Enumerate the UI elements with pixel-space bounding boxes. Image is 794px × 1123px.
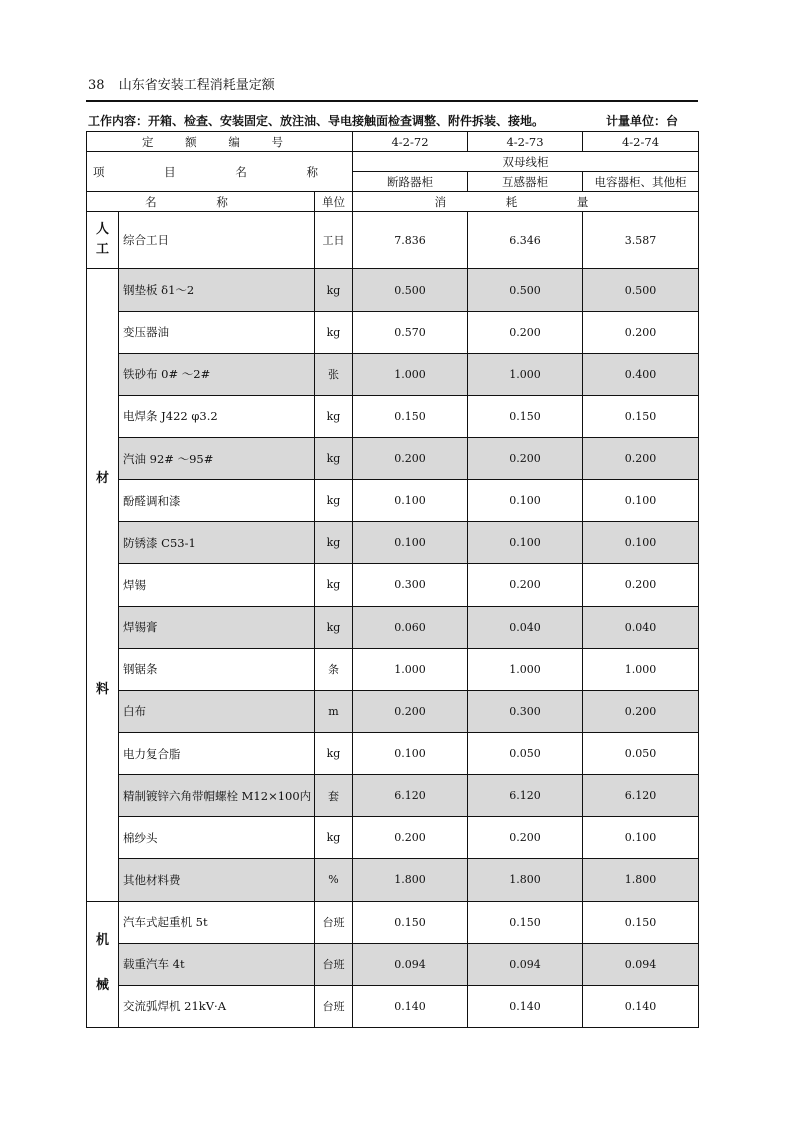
item-name: 钢锯条 (119, 648, 315, 690)
category-machine (87, 901, 119, 1027)
table-row (87, 522, 699, 564)
item-value: 0.150 (583, 395, 699, 437)
item-unit: 条 (315, 648, 353, 690)
item-name: 酚醛调和漆 (119, 480, 315, 522)
item-value: 0.100 (583, 480, 699, 522)
item-name: 焊锡 (119, 564, 315, 606)
item-value: 0.400 (583, 353, 699, 395)
item-name: 其他材料费 (119, 859, 315, 901)
quota-code: 4-2-72 (353, 132, 468, 152)
item-value: 0.300 (468, 690, 583, 732)
table-row (87, 775, 699, 817)
table-row (87, 943, 699, 985)
item-value: 0.200 (468, 311, 583, 353)
item-value: 0.570 (353, 311, 468, 353)
table-row (87, 438, 699, 480)
table-row (87, 395, 699, 437)
page-header (88, 74, 698, 93)
item-unit: 套 (315, 775, 353, 817)
table-row (87, 269, 699, 311)
item-unit: 张 (315, 353, 353, 395)
item-value: 0.150 (468, 395, 583, 437)
item-name: 载重汽车 4t (119, 943, 315, 985)
item-value: 0.094 (583, 943, 699, 985)
item-value: 1.000 (468, 648, 583, 690)
sub-item: 断路器柜 (353, 172, 468, 192)
category-material-bottom: 料 (95, 681, 109, 697)
item-name: 防锈漆 C53-1 (119, 522, 315, 564)
item-value: 0.200 (468, 564, 583, 606)
page-number: 38 (88, 78, 105, 93)
header-rule (86, 100, 698, 102)
table-row (87, 564, 699, 606)
item-unit: 工日 (315, 212, 353, 269)
table-row (87, 859, 699, 901)
table-row (87, 212, 699, 269)
sub-item: 互感器柜 (468, 172, 583, 192)
item-value: 0.060 (353, 606, 468, 648)
table-row (87, 817, 699, 859)
item-value: 0.100 (353, 732, 468, 774)
item-value: 1.800 (468, 859, 583, 901)
item-value: 0.094 (468, 943, 583, 985)
table-row (87, 732, 699, 774)
item-value: 0.040 (583, 606, 699, 648)
item-value: 0.150 (583, 901, 699, 943)
work-content-text: 工作内容：开箱、检查、安装固定、放注油、导电接触面检查调整、附件拆装、接地。 (88, 114, 545, 128)
item-value: 1.000 (583, 648, 699, 690)
group-label: 双母线柜 (353, 152, 699, 172)
category-machine-top: 机 (95, 933, 109, 949)
group-row (87, 152, 699, 172)
item-value: 1.800 (353, 859, 468, 901)
item-name: 精制镀锌六角带帽螺栓 M12×100内 (119, 775, 315, 817)
quota-table (86, 131, 699, 1028)
table-row (87, 901, 699, 943)
item-name: 综合工日 (119, 212, 315, 269)
table-row (87, 648, 699, 690)
item-value: 0.100 (353, 522, 468, 564)
work-content-line (88, 112, 696, 129)
quota-number-row (87, 132, 699, 152)
item-value: 0.150 (353, 395, 468, 437)
quota-code: 4-2-73 (468, 132, 583, 152)
item-value: 1.000 (353, 353, 468, 395)
table-row (87, 690, 699, 732)
col-consumption-header: 消 耗 量 (353, 192, 699, 212)
item-value: 0.500 (468, 269, 583, 311)
item-value: 0.500 (353, 269, 468, 311)
item-value: 0.100 (583, 817, 699, 859)
item-value: 1.800 (583, 859, 699, 901)
col-unit-header: 单位 (315, 192, 353, 212)
item-value: 0.050 (468, 732, 583, 774)
item-value: 0.100 (353, 480, 468, 522)
table-row (87, 480, 699, 522)
item-unit: kg (315, 438, 353, 480)
item-value: 0.050 (583, 732, 699, 774)
col-name-header: 名 称 (87, 192, 315, 212)
table-row (87, 311, 699, 353)
item-unit: 台班 (315, 943, 353, 985)
item-name: 钢垫板 δ1～2 (119, 269, 315, 311)
item-value: 0.094 (353, 943, 468, 985)
item-unit: 台班 (315, 901, 353, 943)
item-value: 0.100 (468, 480, 583, 522)
table-row (87, 606, 699, 648)
item-value: 0.150 (353, 901, 468, 943)
item-value: 0.300 (353, 564, 468, 606)
item-value: 0.100 (583, 522, 699, 564)
item-unit: kg (315, 311, 353, 353)
item-value: 0.140 (468, 985, 583, 1027)
item-value: 0.140 (353, 985, 468, 1027)
item-unit: 台班 (315, 985, 353, 1027)
item-value: 0.200 (468, 817, 583, 859)
item-unit: kg (315, 606, 353, 648)
book-title: 山东省安装工程消耗量定额 (118, 78, 275, 93)
table-row (87, 353, 699, 395)
quota-code: 4-2-74 (583, 132, 699, 152)
table-row (87, 985, 699, 1027)
item-unit: % (315, 859, 353, 901)
item-value: 0.200 (583, 564, 699, 606)
item-value: 1.000 (353, 648, 468, 690)
item-value: 6.346 (468, 212, 583, 269)
item-value: 1.000 (468, 353, 583, 395)
item-name-label: 项 目 名 称 (87, 152, 353, 192)
item-value: 6.120 (353, 775, 468, 817)
item-unit: kg (315, 564, 353, 606)
item-unit: kg (315, 269, 353, 311)
item-value: 6.120 (468, 775, 583, 817)
item-unit: kg (315, 732, 353, 774)
item-value: 3.587 (583, 212, 699, 269)
item-value: 0.200 (583, 438, 699, 480)
item-name: 电力复合脂 (119, 732, 315, 774)
item-name: 铁砂布 0# ～2# (119, 353, 315, 395)
item-value: 0.200 (583, 311, 699, 353)
item-unit: kg (315, 817, 353, 859)
category-material (87, 269, 119, 901)
item-unit: kg (315, 395, 353, 437)
item-name: 棉纱头 (119, 817, 315, 859)
item-value: 0.200 (353, 438, 468, 480)
item-value: 0.200 (583, 690, 699, 732)
item-name: 变压器油 (119, 311, 315, 353)
item-value: 0.140 (583, 985, 699, 1027)
item-value: 0.200 (353, 817, 468, 859)
item-name: 电焊条 J422 φ3.2 (119, 395, 315, 437)
item-value: 0.500 (583, 269, 699, 311)
item-unit: kg (315, 480, 353, 522)
item-unit: m (315, 690, 353, 732)
item-value: 7.836 (353, 212, 468, 269)
quota-number-label: 定 额 编 号 (87, 132, 353, 152)
item-value: 6.120 (583, 775, 699, 817)
item-value: 0.200 (468, 438, 583, 480)
category-labor: 人工 (87, 212, 119, 269)
category-material-top: 材 (95, 471, 109, 487)
column-header-row (87, 192, 699, 212)
item-name: 白布 (119, 690, 315, 732)
item-unit: kg (315, 522, 353, 564)
item-name: 焊锡膏 (119, 606, 315, 648)
category-machine-bottom: 械 (95, 978, 109, 994)
item-value: 0.200 (353, 690, 468, 732)
item-value: 0.040 (468, 606, 583, 648)
item-value: 0.100 (468, 522, 583, 564)
item-value: 0.150 (468, 901, 583, 943)
item-name: 汽车式起重机 5t (119, 901, 315, 943)
item-name: 汽油 92# ～95# (119, 438, 315, 480)
sub-item: 电容器柜、其他柜 (583, 172, 699, 192)
item-name: 交流弧焊机 21kV·A (119, 985, 315, 1027)
measurement-unit: 计量单位：台 (605, 114, 678, 128)
